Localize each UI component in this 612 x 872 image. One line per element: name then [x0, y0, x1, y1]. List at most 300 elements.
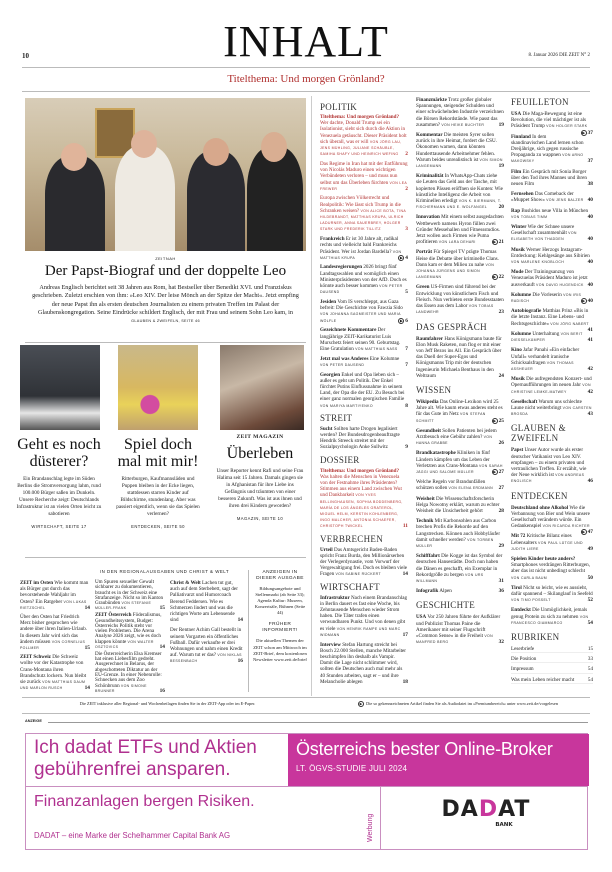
lead-headline[interactable]: Der Papst-Biograf und der doppelte Leo	[44, 263, 287, 279]
person	[187, 151, 245, 251]
rubric-item[interactable]	[511, 666, 593, 673]
ad-banner-text: Österreichs bester Online-Broker	[296, 739, 553, 759]
entry-author: VON CARLA BAUM	[511, 575, 548, 580]
toc-entry[interactable]	[416, 249, 504, 280]
entry-kicker[interactable]: Christ & Welt	[170, 580, 201, 586]
page-ref	[492, 418, 504, 424]
advertisement[interactable]	[25, 733, 588, 850]
person	[115, 146, 175, 251]
toc-entry[interactable]	[511, 208, 593, 220]
entry-text: Der Rentner Achim Gall bestellt in seinem Vorgarten ein öffentliches Fußball. Dafür verkaufte er drei Wohnungen und nahm einen Kredit auf. Warum tut er das?	[170, 627, 243, 659]
page-ref	[403, 571, 408, 577]
entry-kicker[interactable]: Kriminalität	[416, 173, 444, 180]
page-ref	[160, 689, 165, 694]
entry-kicker[interactable]: Jesiden	[320, 298, 337, 305]
page-number: 31	[498, 578, 504, 584]
entry-text: Sollten harte Drogen legalisiert werden? Der Bundesdrogenbeauftragte Hendrik Streeck streitet mit der Sozialpsychologin Anke Sullwitz	[320, 425, 400, 451]
page-ref	[403, 632, 408, 638]
entry-author: VON NIKLAS BESSENBACH	[170, 653, 242, 664]
page-ref	[588, 411, 593, 417]
entry-text: Kliniken in fünf Ländern kämpfen um das Leben der Verletzten aus Crans-Montana	[416, 450, 490, 469]
entry-text: Das Regime in Iran hat mit der Entführung von Nicolás Maduro einen wichtigen Verbündeten verloren – und muss nun selbst um das Überleben fürchten	[320, 160, 408, 186]
entry-text: Vom IS verschleppt, aus Gaza befreit: Die Geschichte von Fawzia Sido	[320, 298, 403, 312]
page-ref	[403, 679, 408, 685]
entry-kicker[interactable]: Kommentar	[416, 132, 443, 139]
audio-icon[interactable]: ▶	[493, 275, 496, 280]
entry-text: Eine Kolumne	[369, 355, 400, 362]
toc-entry[interactable]	[416, 336, 504, 379]
page-ref	[238, 658, 243, 664]
ads-title: ANZEIGEN IN DIESER AUSGABE	[256, 570, 304, 581]
entry-kicker[interactable]: Schifffahrt	[416, 553, 440, 560]
toc-column	[416, 97, 504, 649]
toc-entry[interactable]	[416, 588, 504, 594]
toc-entry[interactable]	[511, 308, 593, 333]
entry-author: VON RICARDA RICHTER	[542, 524, 590, 529]
entry-author: VON MATTHIAS KRUPA	[320, 249, 402, 260]
page-ref	[492, 469, 504, 475]
entry-text: US-Firmen sind führend bei der Entwicklung von künstlichem Fisch und Fleisch. Nun verbieten erste Bundesstaaten das Essen aus dem Labor	[416, 284, 504, 310]
entry-author: VON MATTHIAS DAUM UND MARLON RUSCH	[20, 680, 86, 691]
toc-entry[interactable]	[416, 399, 504, 424]
entry-text: Er ist 30 Jahre alt, radikal rechts und vielleicht bald Frankreichs Präsident. Wer ist Jordan Bardella?	[320, 236, 399, 255]
section-heading: WISSEN	[416, 384, 452, 395]
entry-text: Enkel und Opa lieben sich – außer es geht um Politik. Der Enkel fürchtet Putins Einflussnahme in seinem Land, der Opa die der EU. Zu Besuch bei einer ganz normalen georgischen Familie	[320, 371, 405, 403]
lead-source[interactable]: GLAUBEN & ZWEIFELN, SEITE 46	[131, 319, 200, 324]
cover-theme[interactable]: Titelthema: Und morgen Grönland?	[227, 73, 385, 85]
entry-kicker[interactable]: Rap	[511, 207, 521, 214]
rubric-label[interactable]: Was mein Leben reicher macht	[511, 676, 575, 683]
person-head	[203, 138, 229, 166]
audio-icon[interactable]: ▶	[493, 240, 496, 245]
entry-text: Der Trainingsanzug von Venezuelas Präsident Maduro ist jetzt ausverkauft	[511, 269, 588, 288]
entry-kicker[interactable]: ZEIT im Osten	[20, 580, 54, 586]
rubric-label[interactable]: Leserbriefe	[511, 646, 535, 652]
page-ref	[499, 588, 504, 594]
entry-kicker[interactable]: Mit 72	[511, 533, 526, 540]
entry-kicker[interactable]: Titelthema: Und morgen Grönland?	[320, 114, 400, 120]
feature-source[interactable]: ENTDECKEN, SEITE 50	[131, 524, 185, 529]
person-head	[261, 132, 287, 162]
page-number: 8	[405, 402, 408, 409]
page-ref	[588, 389, 593, 395]
toc-entry[interactable]	[416, 173, 504, 210]
toc-entry[interactable]	[511, 533, 593, 552]
entry-kicker[interactable]: Papst	[511, 447, 524, 454]
page-ref	[588, 337, 593, 343]
ads-text: Bildungsangebote und Stellenmarkt (ab Seite 33); Agenda Kultur: Museen, Konzertsäle, Bühnen (Seite 44)	[254, 586, 306, 616]
feature-teaser[interactable]	[216, 434, 304, 521]
audio-icon[interactable]: ▶	[582, 530, 585, 535]
audio-icon[interactable]: ▶	[493, 418, 496, 423]
page-ref: 54	[587, 676, 593, 683]
toc-entry[interactable]	[511, 134, 593, 165]
entry-kicker[interactable]: Interview	[320, 641, 341, 648]
rubric-item[interactable]	[511, 677, 593, 684]
newsletter-title: FRÜHER INFORMIERT!	[262, 622, 298, 634]
page-number: 19	[498, 121, 504, 128]
entry-text: Wer dachte, Donald Trump sei ein Isolationist, sieht sich durch die Aktion in Venezuela getäuscht. Dieser Präsident holt sich überall, was er will	[320, 120, 407, 145]
toc-entry[interactable]	[511, 292, 593, 304]
audio-icon[interactable]: ▶	[582, 130, 585, 135]
page-number: 7	[405, 361, 408, 368]
toc-entry[interactable]	[511, 585, 593, 604]
entry-kicker[interactable]: Georgien	[320, 371, 341, 378]
toc-entry[interactable]	[511, 376, 593, 395]
page-number: 42	[587, 365, 593, 372]
audio-icon[interactable]: ▶	[493, 469, 496, 474]
entry-kicker[interactable]: Autobiografie	[511, 308, 542, 315]
toc-entry[interactable]	[511, 191, 593, 203]
page-ref	[588, 478, 593, 484]
entry-kicker[interactable]: Infografik	[416, 588, 439, 595]
page-number: 15	[84, 645, 90, 652]
page-number: 14	[237, 617, 243, 624]
page-number: 40	[587, 259, 593, 266]
toc-entry[interactable]	[416, 518, 504, 549]
ad-risk-note: Finanzanlagen bergen Risiken.	[34, 793, 255, 810]
entry-author: VON TOBIAS LANDWEHR	[416, 304, 494, 315]
entry-kicker[interactable]: Spielen Kinder heute anders?	[511, 555, 576, 562]
entry-author: VON HENRIK RAMPE UND MARC WIDMANN	[320, 626, 401, 637]
page-ref	[499, 122, 504, 128]
page-ref	[581, 298, 593, 304]
entry-kicker[interactable]: Kolumne	[511, 330, 532, 337]
zeit-magazin-logo: ZEIT MAGAZIN	[236, 434, 284, 440]
entry-kicker[interactable]: Weisheit	[416, 495, 435, 502]
entry-kicker[interactable]: Raumfahrer	[416, 335, 444, 342]
toc-entry[interactable]	[511, 447, 593, 484]
toc-entry[interactable]	[416, 450, 504, 475]
toc-entry[interactable]	[511, 607, 593, 626]
entry-text: Ein Gespräch mit Sonia Borger über den Tod ihres Mannes und ihren neuen Film	[511, 168, 587, 188]
page-number: 14	[84, 685, 90, 692]
toc-entry[interactable]	[416, 284, 504, 315]
entry-kicker[interactable]: USA	[511, 111, 522, 117]
entry-text: Sollen Patienten bei jedem Arztbesuch eine Gebühr zahlen?	[416, 427, 497, 440]
audio-icon[interactable]: ▶	[399, 318, 403, 323]
entry-author: VON HANNA GRABBE	[416, 434, 493, 446]
page-ref	[405, 362, 408, 368]
person-head	[131, 130, 157, 158]
page-ref	[499, 163, 504, 169]
entry-kicker[interactable]: Brandkatastrophe	[416, 450, 456, 457]
toc-entry[interactable]	[511, 269, 593, 288]
page-ref	[405, 186, 408, 192]
toc-entry[interactable]	[95, 652, 165, 694]
entry-text: Kritische Bilanz eines Lebensalters	[511, 533, 572, 546]
divider	[25, 557, 306, 558]
toc-entry[interactable]	[170, 580, 243, 623]
entry-author: VON LARA DEHARI	[438, 240, 476, 245]
toc-entry[interactable]	[416, 479, 504, 491]
page-number: 40	[587, 197, 593, 204]
entry-author: VON YVES BELLINGHAUSEN, SOPHIA BODDENBERG, MARÍA DE LOS ÁNGELES GRATEROL, MIGUEL HELM, KERSTIN KOHLENBERG, INGO MALCHER, ANTONIA SCHAEFER, CHRISTOPH TWICKEL	[320, 493, 403, 529]
page-number: 23	[498, 309, 504, 316]
section-heading: RUBRIKEN	[511, 632, 560, 642]
entry-text: Nach einem Brandanschlag in Berlin dauert es fast eine Woche, bis Zehntausende Menschen wieder Strom haben. Die Täter trafen einen verwundbaren Punkt. Und von denen gibt es viele	[320, 594, 408, 632]
entry-author: VON ARNO MAKOWSKY	[511, 153, 584, 164]
entry-kicker[interactable]: Musik	[511, 376, 525, 383]
entry-kicker[interactable]: Kolumne	[511, 291, 532, 298]
page-number: 40	[587, 281, 593, 288]
entry-author: VON IRIS RADISCH	[511, 292, 582, 304]
entry-kicker[interactable]: Wikipedia	[416, 398, 439, 405]
newsletter-text[interactable]: Die aktuellen Themen der ZEIT schon am Mittwoch im ZEIT-Brief, dem kostenlosen Newsletter www.zeit.de/brief	[253, 638, 307, 662]
entry-kicker[interactable]: Gezeichnete Kommentare	[320, 327, 377, 334]
lead-photo[interactable]	[25, 98, 306, 251]
page-ref	[499, 639, 504, 645]
page-ref	[398, 255, 408, 261]
feature-headline[interactable]: Spiel doch mal mit mir!	[117, 436, 199, 470]
divider	[25, 342, 306, 343]
page-number: 27	[498, 485, 504, 492]
toc-entry[interactable]	[416, 553, 504, 584]
page-ref: 33	[587, 656, 593, 663]
page-number: 6	[405, 317, 408, 324]
ad-label: ANZEIGE	[25, 719, 42, 723]
page-number: 42	[587, 388, 593, 395]
toc-entry[interactable]	[95, 580, 165, 612]
page-ref	[160, 606, 165, 611]
audio-icon[interactable]: ▶	[399, 255, 403, 260]
entry-text: Die Schweiz wollte vor der Katastrophe von Crans-Montana ihren Brandschutz lockern. Nun bleibt sie zurück	[20, 654, 87, 686]
entry-kicker[interactable]: Porträt	[416, 249, 433, 256]
entry-text: Die Unmöglichkeit, jemals genug Protein zu sich zu nehmen	[511, 607, 588, 620]
page-number: 49	[587, 545, 593, 552]
page-number: 15	[159, 605, 165, 612]
toc-entry[interactable]	[511, 347, 593, 372]
page-number: 41	[587, 337, 593, 344]
toc-entry[interactable]	[511, 224, 593, 243]
page-number: 5	[405, 289, 408, 296]
entry-kicker[interactable]: Kino	[511, 347, 522, 354]
entry-kicker[interactable]: Innovation	[416, 214, 440, 221]
entry-text: Europa zwischen Völkerrecht und Realpolitik: Wie lässt sich Trump in die Schranken weisen?	[320, 195, 401, 214]
entry-author: VON SABINE RÜCKERT	[335, 572, 381, 577]
entry-text: Warum uns schlechte Laune nicht weiterbringt	[511, 398, 582, 411]
entry-text: Die aufregendsten Konzert- und Opernaufführungen im neuen Jahr	[511, 376, 592, 389]
toc-entry[interactable]	[320, 356, 408, 368]
toc-entry[interactable]	[511, 111, 593, 136]
toc-entry[interactable]	[20, 614, 90, 651]
feature-teaser[interactable]	[114, 436, 202, 529]
entry-kicker[interactable]: Landesregierungen	[320, 264, 363, 271]
toc-entry[interactable]	[320, 114, 408, 157]
entry-kicker[interactable]: Titelthema: Und morgen Grönland?	[320, 467, 400, 474]
entry-author: VON DAVID HUGENDICK	[536, 282, 584, 287]
entry-kicker[interactable]: Frankreich	[320, 236, 345, 243]
footer-audio-text[interactable]: Die so gekennzeichneten Artikel finden Sie als Audiodatei im »Premiumbereich« unter www.zeit.de/vorgelesen	[366, 701, 558, 706]
feature-photo-street[interactable]	[20, 345, 100, 430]
divider	[48, 722, 588, 723]
entry-author: VON PAUL LÜTGE UND JUDITH LIERE	[511, 540, 583, 551]
toc-entry[interactable]	[320, 547, 408, 578]
entry-kicker[interactable]: Finanzmärkte	[416, 97, 447, 103]
toc-entry[interactable]	[320, 236, 408, 261]
page-number: 16	[159, 687, 165, 694]
rubric-item[interactable]	[511, 656, 593, 663]
page-number: 41	[587, 326, 593, 333]
entry-author: VON BERIT DIESSELKÄMPER	[511, 331, 583, 343]
page-number: 40	[587, 236, 593, 243]
toc-entry[interactable]	[320, 195, 408, 232]
entry-text: Die Kogge ist das Symbol der deutschen Hansestädte. Doch nun haben die Dänen es geschafft, ein Exemplar in Rekordgröße zu bergen	[416, 553, 503, 578]
page-ref	[588, 197, 593, 203]
toc-entry[interactable]	[320, 426, 408, 451]
audio-icon[interactable]: ▶	[582, 299, 585, 304]
page-number: 37	[587, 129, 593, 136]
toc-entry[interactable]	[511, 331, 593, 343]
toc-entry[interactable]	[20, 580, 90, 611]
toc-entry[interactable]	[320, 468, 408, 530]
feature-teaser[interactable]	[15, 436, 103, 529]
entry-author: VON LEA FREWER	[320, 180, 407, 191]
entry-kicker[interactable]: Mode	[511, 269, 524, 276]
entry-author: VON MANFRED BERG	[416, 634, 493, 645]
page-number: 46	[587, 478, 593, 485]
toc-entry[interactable]	[320, 595, 408, 638]
page-number: 27	[498, 469, 504, 476]
entry-kicker[interactable]: Gesellschaft	[511, 398, 538, 405]
toc-entry[interactable]	[95, 613, 165, 650]
rubric-label[interactable]: Die Position	[511, 656, 537, 663]
entry-kicker[interactable]: Entdeckt	[511, 607, 531, 614]
page-number: 26	[498, 440, 504, 447]
entry-kicker[interactable]: USA	[416, 614, 427, 621]
toc-entry[interactable]	[416, 214, 504, 245]
entry-text: Lachen tut gut, auch auf dem Sterbebett, sagt der Palliativarzt und Humorcoach Berend Feddersen. Wie es Schmerzen lindert und was die richtigen Worte am Lebensende sind	[170, 580, 238, 624]
entry-author: VON THOMAS ASSHEUER	[511, 360, 574, 371]
toc-entry[interactable]	[320, 372, 408, 409]
entry-kicker[interactable]: Green	[416, 284, 430, 291]
page-ref: 15	[587, 646, 593, 652]
entry-kicker[interactable]: Musik	[511, 246, 525, 253]
toc-entry[interactable]	[170, 627, 243, 664]
page-number: 54	[587, 619, 593, 626]
section-heading: DAS GESPRÄCH	[416, 321, 487, 332]
toc-entry[interactable]	[511, 399, 593, 418]
toc-entry[interactable]	[416, 132, 504, 169]
entry-kicker[interactable]: Technik	[416, 518, 434, 525]
entry-kicker[interactable]: Finnland	[511, 133, 531, 140]
page-ref	[499, 508, 504, 514]
column-divider	[311, 96, 312, 696]
entry-kicker[interactable]: ZEIT Schweiz	[20, 654, 51, 661]
section-heading: GLAUBEN & ZWEIFELN	[511, 423, 566, 444]
ad-headline: Ich dadat ETFs und Aktien gebührenfrei ansparen.	[34, 737, 257, 780]
feature-photo-toys[interactable]	[118, 345, 198, 430]
section-heading: VERBRECHEN	[320, 534, 384, 545]
page-ref	[588, 236, 593, 242]
entry-kicker[interactable]: Tirol	[511, 584, 522, 591]
page-number: 4	[405, 255, 408, 261]
entry-text: Die Österreicherin Elsa Kremser hat einen Liebesfilm gedreht. Ausgerechnet in Belarus, der abgeschotteten Diktatur an der EU-Grenze. In einer Nebenrolle: Schnecken aus dem Zoo Schönbrunn	[95, 650, 162, 689]
entry-text: Die Maga-Bewegung ist eine Revolution, die viel mächtiger ist als Präsident Trump	[511, 111, 586, 130]
entry-author: VON SARAH JÄGGI UND SALOME MÜLLER	[416, 463, 503, 474]
page-ref	[588, 546, 593, 552]
page-number: 40	[587, 213, 593, 220]
entry-author: VON JÖRG NABERT	[550, 321, 589, 326]
page-number: 29	[498, 542, 504, 549]
toc-entry[interactable]	[416, 496, 504, 515]
page-ref	[588, 597, 593, 603]
toc-entry[interactable]	[511, 169, 593, 188]
entry-author: VON STEFANIE MÜLLER-FRANK	[95, 601, 152, 611]
feature-source[interactable]: WIRTSCHAFT, SEITE 17	[31, 524, 87, 529]
page-ref	[492, 239, 504, 245]
page-ref	[85, 605, 90, 611]
entry-author: VON JENS BALZER	[546, 198, 584, 203]
entry-kicker[interactable]: Film	[511, 168, 522, 175]
toc-entry[interactable]	[320, 327, 408, 352]
page-number: 14	[84, 604, 90, 611]
entry-kicker[interactable]: Jetzt mal was Anderes	[320, 355, 369, 362]
entry-text: Unterhaltung	[532, 330, 560, 337]
page-number: 25	[498, 417, 504, 424]
entry-text: 2026 bringt fünf Landtagswahlen und womöglich einen Ministerpräsidenten von der AfD. Doch es könnte auch besser kommen	[320, 264, 407, 290]
rubric-item[interactable]	[511, 646, 593, 653]
entry-kicker[interactable]: Sucht	[320, 425, 333, 432]
toc-entry[interactable]	[320, 642, 408, 685]
entry-kicker[interactable]: ZEIT Österreich	[95, 612, 132, 619]
feature-headline[interactable]: Überleben	[226, 445, 294, 462]
entry-author: VON ELENA ERDMANN	[448, 486, 494, 491]
page-number: 50	[587, 574, 593, 581]
entry-author: VON URS WILLMANN	[416, 572, 484, 583]
page-number: 14	[402, 571, 408, 578]
entry-kicker[interactable]: Deutschland ohne Alkohol	[511, 504, 569, 511]
ad-werbung-box	[364, 787, 381, 850]
page-number: 19	[498, 163, 504, 170]
logo-sub: BANK	[495, 822, 513, 828]
toc-entry[interactable]	[511, 556, 593, 581]
toc-entry[interactable]	[416, 614, 504, 645]
feature-source[interactable]: MAGAZIN, SEITE 10	[236, 516, 284, 521]
feature-photo-family[interactable]	[220, 345, 304, 430]
toc-entry[interactable]	[416, 97, 504, 128]
audio-icon: ▶	[359, 702, 363, 707]
rubric-label[interactable]: Impressum	[511, 666, 534, 673]
entry-author: VON JOHANNA SAGMEISTER UND MARIA WÖLFLE	[320, 312, 401, 323]
page-ref	[85, 645, 90, 651]
toc-entry[interactable]	[511, 504, 593, 536]
feature-headline[interactable]: Geht es noch düsterer?	[17, 436, 101, 470]
page-ref	[588, 620, 593, 626]
toc-entry[interactable]	[20, 654, 90, 691]
entry-author: VON STEFAN SCHMITT	[416, 412, 486, 423]
entry-author: VON CARSTEN BROSDA	[511, 405, 592, 417]
entry-text: Die Wissenschaftsforscherin Helga Nowotny erklärt, warum zu echter Weisheit die Unsicherheit gehört	[416, 495, 500, 514]
page-number: 21	[498, 239, 504, 246]
entry-kicker[interactable]: Gesundheit	[416, 427, 441, 434]
entry-kicker[interactable]: Winter	[511, 224, 527, 231]
page-number: 22	[498, 274, 504, 281]
entry-kicker[interactable]: Infrastruktur	[320, 594, 350, 601]
toc-entry[interactable]	[320, 264, 408, 295]
toc-entry[interactable]	[320, 161, 408, 192]
entry-text: Die meisten Syrer sollen zurück in ihre Heimat, fordert die CSU. Ökonomen warnen, dann könnten Hunderttausende Arbeitnehmer fehlen. Warum beides unrealistisch ist	[416, 132, 497, 163]
entry-kicker[interactable]: Urteil	[320, 546, 333, 553]
toc-entry[interactable]	[320, 299, 408, 324]
toc-entry[interactable]	[511, 247, 593, 266]
toc-entry[interactable]	[416, 428, 504, 447]
feature-text: Unser Reporter kennt Rafi und seine Frau Halima seit 15 Jahren. Damals gingen sie in Afghanistan für ihre Liebe ins Gefängnis und träumten von einer besseren Zukunft. Was ist aus ihnen und ihren drei Kindern geworden?	[216, 468, 304, 509]
entry-text: Wie der Schnee unsere Gesellschaft zusammenhält	[511, 224, 575, 237]
page-ref	[588, 181, 593, 187]
entry-kicker[interactable]: Fernsehen	[511, 191, 534, 198]
section-heading: POLITIK	[320, 101, 358, 112]
